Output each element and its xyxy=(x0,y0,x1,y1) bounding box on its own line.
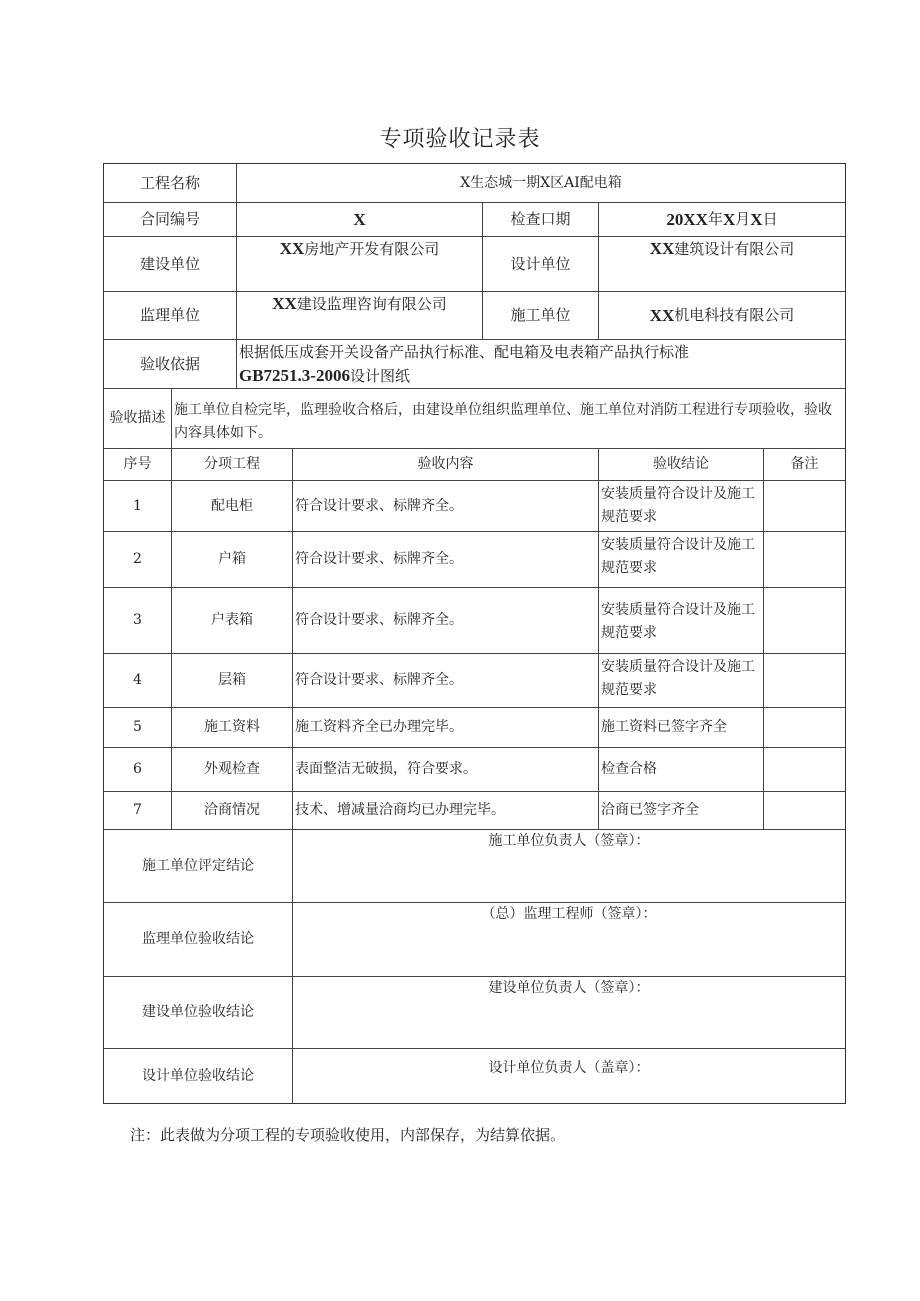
contractor-value xyxy=(599,292,845,339)
row-item: 层箱 xyxy=(218,672,246,688)
row-no: 7 xyxy=(133,802,142,818)
owner-prefix: XX xyxy=(279,239,305,258)
contract-no-label: 合同编号 xyxy=(139,210,200,228)
row-result: 施工资料已签字齐全 xyxy=(601,719,727,735)
row-result: 安装质量符合设计及施工规范要求 xyxy=(601,537,755,576)
row-remark xyxy=(764,792,845,829)
supervisor-conclusion-sign: （总）监理工程师（签章）： xyxy=(481,906,657,922)
designer-name: 建筑设计有限公司 xyxy=(674,240,795,258)
designer-label: 设计单位 xyxy=(510,254,571,273)
row-result: 安装质量符合设计及施工规范要求 xyxy=(601,486,755,525)
basis-line-2 xyxy=(239,364,843,388)
owner-conclusion-sign: 建设单位负责人（签章）： xyxy=(488,980,650,996)
date-year: 20XX xyxy=(666,210,708,229)
date-year-unit: 年 xyxy=(707,210,723,228)
date-day: X xyxy=(750,210,763,229)
row-result: 洽商已签字齐全 xyxy=(601,802,699,818)
designer-conclusion-sign: 设计单位负责人（盖章）： xyxy=(488,1060,650,1076)
contractor-conclusion-label: 施工单位评定结论 xyxy=(142,857,254,874)
row-no: 2 xyxy=(133,551,142,567)
contractor-conclusion-sign: 施工单位负责人（签章）： xyxy=(488,833,650,849)
inspection-date-label: 检查口期 xyxy=(510,210,571,228)
supervisor-prefix: XX xyxy=(272,294,297,313)
row-item: 施工资料 xyxy=(204,719,260,735)
page-title: 专项验收记录表 xyxy=(379,127,541,152)
row-item: 洽商情况 xyxy=(204,802,260,818)
row-item: 配电柜 xyxy=(211,497,253,514)
description-label: 验收描述 xyxy=(109,410,166,426)
designer-value xyxy=(599,237,845,261)
row-item: 外观检查 xyxy=(204,761,260,777)
row-content: 符合设计要求、标牌齐全。 xyxy=(295,497,463,514)
row-no: 4 xyxy=(133,672,142,688)
basis-standard: GB7251.3-2006 xyxy=(239,366,350,385)
project-name-label: 工程名称 xyxy=(139,173,200,192)
row-no: 3 xyxy=(133,612,142,628)
footnote: 注：此表做为分项工程的专项验收使用，内部保存，为结算依据。 xyxy=(130,1126,566,1144)
row-remark xyxy=(764,708,845,747)
designer-conclusion-label: 设计单位验收结论 xyxy=(142,1067,254,1084)
row-content: 施工资料齐全已办理完毕。 xyxy=(295,719,463,735)
acceptance-record-table xyxy=(103,163,846,1104)
contractor-name: 机电科技有限公司 xyxy=(674,306,795,324)
owner-label: 建设单位 xyxy=(139,254,200,273)
header-content: 验收内容 xyxy=(417,456,474,472)
row-no: 5 xyxy=(133,719,142,735)
header-remark: 备注 xyxy=(790,456,819,472)
header-no: 序号 xyxy=(123,456,152,472)
row-content: 技术、增减量洽商均已办理完毕。 xyxy=(295,802,505,818)
row-result: 安装质量符合设计及施工规范要求 xyxy=(601,602,755,641)
row-no: 1 xyxy=(133,497,142,514)
row-result: 检查合格 xyxy=(601,761,657,777)
inspection-date-value xyxy=(599,203,845,236)
date-day-unit: 日 xyxy=(762,210,778,228)
row-item: 户箱 xyxy=(218,551,246,567)
row-remark xyxy=(764,748,845,791)
basis-drawings: 设计图纸 xyxy=(349,367,410,385)
basis-value xyxy=(239,341,843,388)
col-divider xyxy=(292,448,293,1104)
owner-conclusion-label: 建设单位验收结论 xyxy=(142,1004,254,1020)
basis-line-1: 根据低压成套开关设备产品执行标准、配电箱及电表箱产品执行标准 xyxy=(239,343,690,361)
header-item: 分项工程 xyxy=(204,456,260,472)
supervisor-name: 建设监理咨询有限公司 xyxy=(296,295,447,313)
date-month-unit: 月 xyxy=(735,210,751,228)
header-result: 验收结论 xyxy=(653,456,709,472)
owner-value xyxy=(237,237,482,261)
row-content: 符合设计要求、标牌齐全。 xyxy=(295,612,463,628)
row-content: 表面整洁无破损，符合要求。 xyxy=(295,761,477,777)
contractor-label: 施工单位 xyxy=(510,306,571,324)
supervisor-label: 监理单位 xyxy=(139,306,200,324)
supervisor-value xyxy=(237,292,482,316)
row-remark xyxy=(764,532,845,587)
description-value: 施工单位自检完毕，监理验收合格后，由建设单位组织监理单位、施工单位对消防工程进行专项验收，验收内容具体如下。 xyxy=(174,402,832,441)
owner-name: 房地产开发有限公司 xyxy=(304,240,440,258)
col-divider xyxy=(598,448,599,829)
row-no: 6 xyxy=(133,761,142,777)
row-result: 安装质量符合设计及施工规范要求 xyxy=(601,659,755,698)
supervisor-conclusion-label: 监理单位验收结论 xyxy=(142,931,254,947)
row-content: 符合设计要求、标牌齐全。 xyxy=(295,551,463,567)
row-divider xyxy=(104,388,845,389)
row-content: 符合设计要求、标牌齐全。 xyxy=(295,672,463,688)
row-remark xyxy=(764,654,845,707)
row-remark xyxy=(764,481,845,531)
project-name-value: X生态城一期X区AI配电箱 xyxy=(460,174,622,191)
row-item: 户表箱 xyxy=(211,612,253,628)
date-month: X xyxy=(722,210,736,229)
contract-no-value: X xyxy=(353,210,366,229)
designer-prefix: XX xyxy=(649,239,675,258)
row-remark xyxy=(764,588,845,653)
contractor-prefix: XX xyxy=(649,306,675,325)
basis-label: 验收依据 xyxy=(139,354,200,373)
